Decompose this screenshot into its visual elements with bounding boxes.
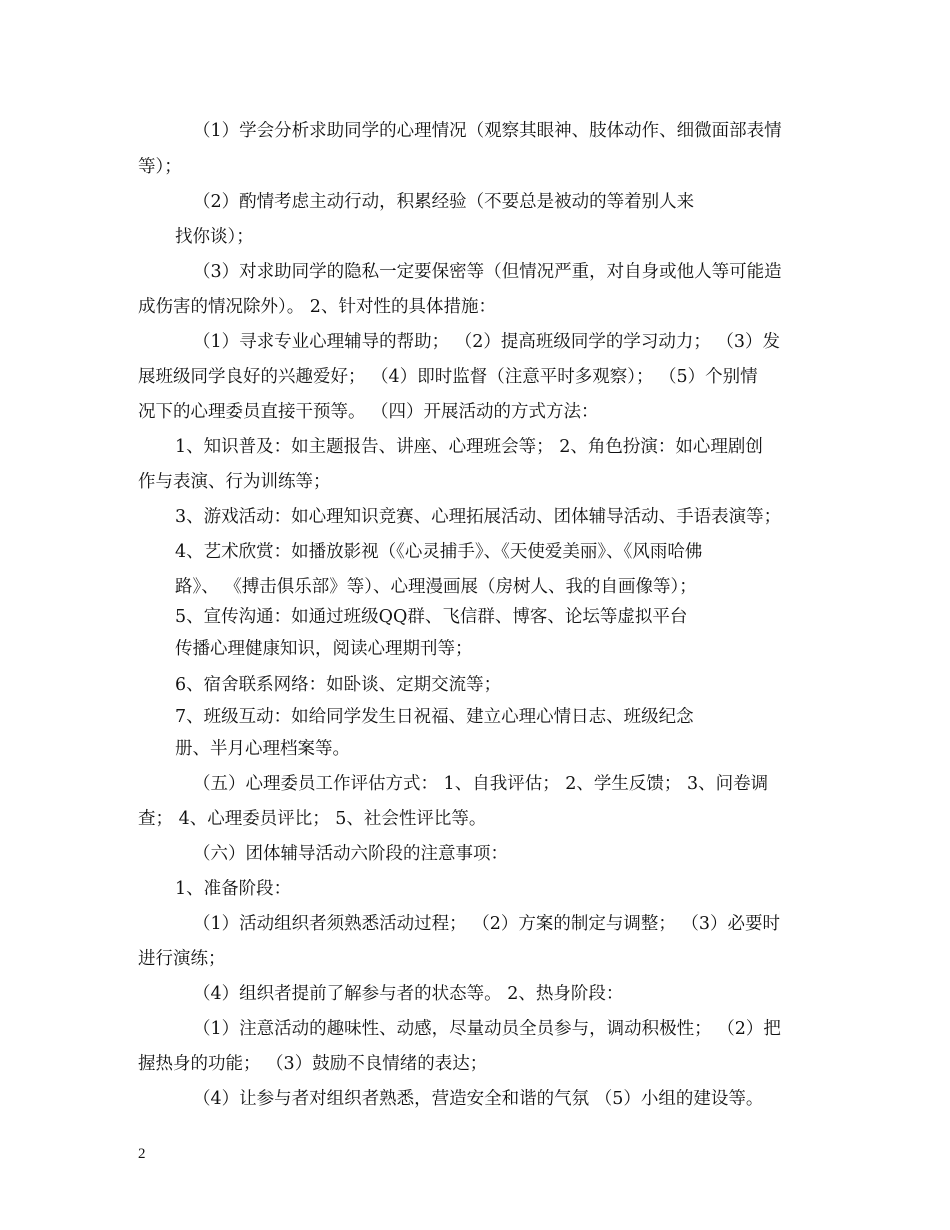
text-line: 查； 4、心理委员评比； 5、社会性评比等。: [138, 809, 487, 829]
text-line: 进行演练；: [138, 949, 226, 969]
text-line: 找你谈）；: [175, 227, 254, 247]
text-line: （五）心理委员工作评估方式： 1、自我评估； 2、学生反馈； 3、问卷调: [193, 774, 769, 794]
text-line: 1、知识普及：如主题报告、讲座、心理班会等； 2、角色扮演：如心理剧创: [175, 437, 763, 457]
text-line: 6、宿舍联系网络：如卧谈、定期交流等；: [175, 675, 502, 695]
text-line: （1）注意活动的趣味性、动感，尽量动员全员参与，调动积极性； （2）把: [193, 1019, 781, 1039]
text-line: 展班级同学良好的兴趣爱好； （4）即时监督（注意平时多观察）； （5）个别情: [138, 367, 758, 387]
text-line: 握热身的功能； （3）鼓励不良情绪的表达；: [138, 1054, 488, 1074]
text-line: （2）酌情考虑主动行动，积累经验（不要总是被动的等着别人来: [193, 192, 695, 212]
text-line: 传播心理健康知识，阅读心理期刊等；: [175, 639, 473, 659]
text-line: 况下的心理委员直接干预等。 （四）开展活动的方式方法：: [138, 402, 599, 422]
text-line: 成伤害的情况除外）。 2、针对性的具体措施：: [138, 297, 496, 317]
text-line: 1、准备阶段：: [175, 879, 292, 899]
text-line: （4）组织者提前了解参与者的状态等。 2、热身阶段：: [193, 984, 624, 1004]
text-line: （六）团体辅导活动六阶段的注意事项：: [193, 844, 508, 864]
text-line: 5、宣传沟通：如通过班级QQ群、飞信群、博客、论坛等虚拟平台: [175, 607, 688, 627]
text-line: 3、游戏活动：如心理知识竞赛、心理拓展活动、团体辅导活动、手语表演等；: [175, 507, 782, 527]
text-line: （1）学会分析求助同学的心理情况（观察其眼神、肢体动作、细微面部表情: [193, 121, 782, 141]
text-line: 作与表演、行为训练等；: [138, 472, 331, 492]
text-line: 等）；: [138, 157, 182, 177]
text-line: 7、班级互动：如给同学发生日祝福、建立心理心情日志、班级纪念: [175, 707, 694, 727]
text-line: 路》、 《搏击俱乐部》等）、心理漫画展（房树人、我的自画像等）；: [175, 577, 697, 597]
text-line: 4、艺术欣赏：如播放影视（《心灵捕手》、《天使爱美丽》、《风雨哈佛: [175, 542, 703, 562]
page-number: 2: [138, 1146, 146, 1162]
text-line: （1）寻求专业心理辅导的帮助； （2）提高班级同学的学习动力； （3）发: [193, 332, 781, 352]
text-line: （1）活动组织者须熟悉活动过程； （2）方案的制定与调整； （3）必要时: [193, 914, 781, 934]
text-line: （3）对求助同学的隐私一定要保密等（但情况严重，对自身或他人等可能造: [193, 262, 782, 282]
text-line: （4）让参与者对组织者熟悉，营造安全和谐的气氛 （5）小组的建设等。: [193, 1089, 764, 1109]
text-line: 册、半月心理档案等。: [175, 739, 350, 759]
